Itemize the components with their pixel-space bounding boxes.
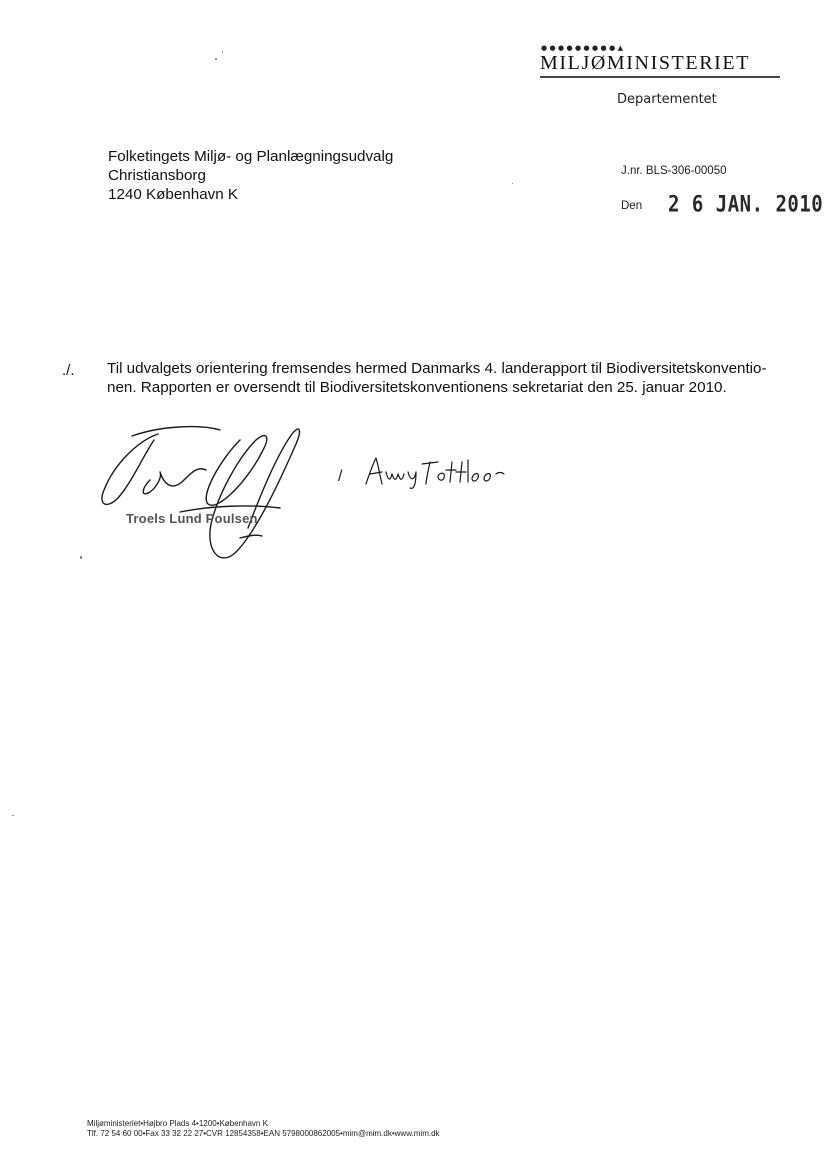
enclosure-mark: ./.	[62, 362, 75, 379]
logo-rule	[540, 76, 780, 78]
recipient-line: 1240 København K	[108, 186, 239, 203]
scan-speck	[12, 815, 14, 816]
handwritten-signature	[80, 400, 343, 570]
recipient-line: Christiansborg	[108, 167, 206, 184]
footer-address: Miljøministeriet•Højbro Plads 4•1200•København K	[87, 1119, 268, 1128]
recipient-line: Folketingets Miljø- og Planlægningsudvalg	[108, 148, 394, 165]
ministry-logo: MILJØMINISTERIET	[540, 52, 751, 74]
second-signature	[356, 450, 516, 490]
date-label: Den	[621, 200, 643, 212]
body-line: nen. Rapporten er oversendt til Biodiversitetskonventionens sekretariat den 25. januar 2010.	[107, 379, 727, 396]
signer-name: Troels Lund Poulsen	[126, 511, 258, 526]
scan-speck	[222, 51, 223, 53]
date-stamp: 2 6 JAN. 2010	[668, 192, 824, 218]
body-line: Til udvalgets orientering fremsendes hermed Danmarks 4. landerapport til Biodiversitetskonventio-	[107, 360, 767, 377]
letter-body	[107, 359, 772, 397]
scan-speck	[215, 58, 217, 60]
scan-speck	[512, 183, 513, 184]
signature-separator: /	[338, 468, 343, 485]
recipient-address	[108, 147, 393, 204]
journal-number: J.nr. BLS-306-00050	[621, 165, 727, 177]
letter-footer	[87, 1119, 440, 1139]
logo-dots: ●●●●●●●●●▲	[541, 44, 626, 52]
department-name: Departementet	[617, 92, 717, 107]
footer-contact: Tlf. 72 54 60 00•Fax 33 32 22 27•CVR 12854358•EAN 5798000862005•mim@mim.dk•www.mim.dk	[87, 1129, 440, 1138]
